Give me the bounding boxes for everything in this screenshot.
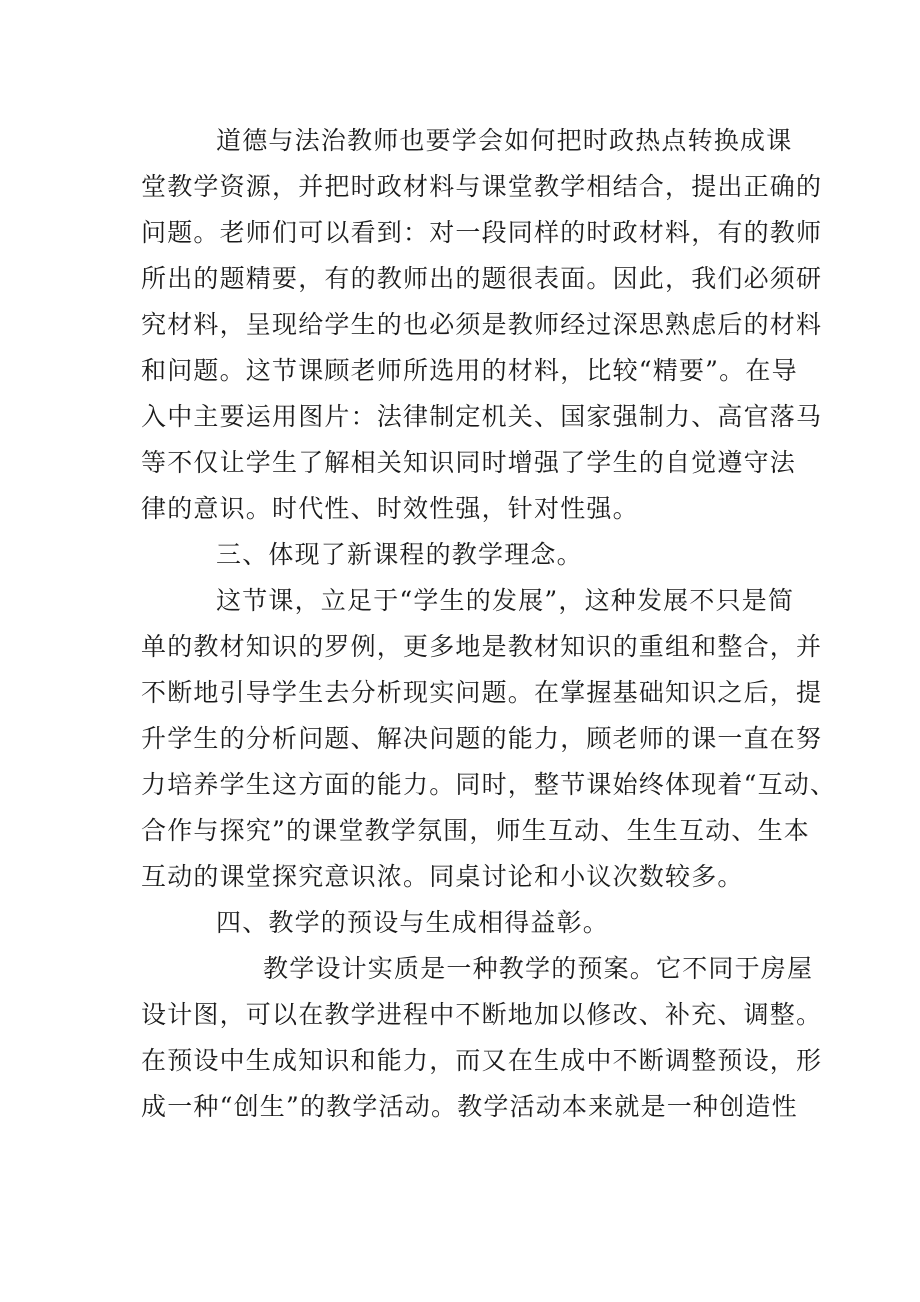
text-line: 升学生的分析问题、解决问题的能力，顾老师的课一直在努 bbox=[141, 724, 823, 753]
text-line: 设计图，可以在教学进程中不断地加以修改、补充、调整。 bbox=[141, 1000, 823, 1029]
paragraph-new-curriculum bbox=[141, 578, 837, 900]
text-line: 所出的题精要，有的教师出的题很表面。因此，我们必须研 bbox=[141, 264, 823, 293]
text-line: 究材料，呈现给学生的也必须是教师经过深思熟虑后的材料 bbox=[141, 310, 823, 339]
text-line: 问题。老师们可以看到：对一段同样的时政材料，有的教师 bbox=[141, 218, 823, 247]
text-line: 不断地引导学生去分析现实问题。在掌握基础知识之后，提 bbox=[141, 678, 823, 707]
text-line: 和问题。这节课顾老师所选用的材料，比较“精要”。在导 bbox=[141, 356, 798, 385]
text-line: 入中主要运用图片：法律制定机关、国家强制力、高官落马 bbox=[141, 402, 823, 431]
text-line: 在预设中生成知识和能力，而又在生成中不断调整预设，形 bbox=[141, 1046, 823, 1075]
section-heading-3 bbox=[141, 532, 791, 578]
text-line: 力培养学生这方面的能力。同时，整节课始终体现着“互动、 bbox=[141, 770, 837, 799]
text-line: 合作与探究”的课堂教学氛围，师生互动、生生互动、生本 bbox=[141, 816, 810, 845]
text-line: 教学设计实质是一种教学的预案。它不同于房屋 bbox=[263, 954, 814, 983]
document-body bbox=[141, 118, 837, 1130]
text-line: 等不仅让学生了解相关知识同时增强了学生的自觉遵守法 bbox=[141, 448, 797, 477]
heading-line: 三、体现了新课程的教学理念。 bbox=[216, 540, 583, 569]
paragraph-teaching-design bbox=[141, 946, 823, 1130]
text-line: 道德与法治教师也要学会如何把时政热点转换成课 bbox=[216, 126, 793, 155]
text-line: 互动的课堂探究意识浓。同桌讨论和小议次数较多。 bbox=[141, 862, 744, 891]
paragraph-current-affairs bbox=[141, 118, 823, 532]
text-line: 堂教学资源，并把时政材料与课堂教学相结合，提出正确的 bbox=[141, 172, 823, 201]
section-heading-4 bbox=[141, 900, 791, 946]
text-line: 单的教材知识的罗例，更多地是教材知识的重组和整合，并 bbox=[141, 632, 823, 661]
text-line: 成一种“创生”的教学活动。教学活动本来就是一种创造性 bbox=[141, 1092, 798, 1121]
heading-line: 四、教学的预设与生成相得益彰。 bbox=[216, 908, 610, 937]
text-line: 律的意识。时代性、时效性强，针对性强。 bbox=[141, 494, 639, 523]
text-line: 这节课，立足于“学生的发展”，这种发展不只是简 bbox=[216, 586, 795, 615]
